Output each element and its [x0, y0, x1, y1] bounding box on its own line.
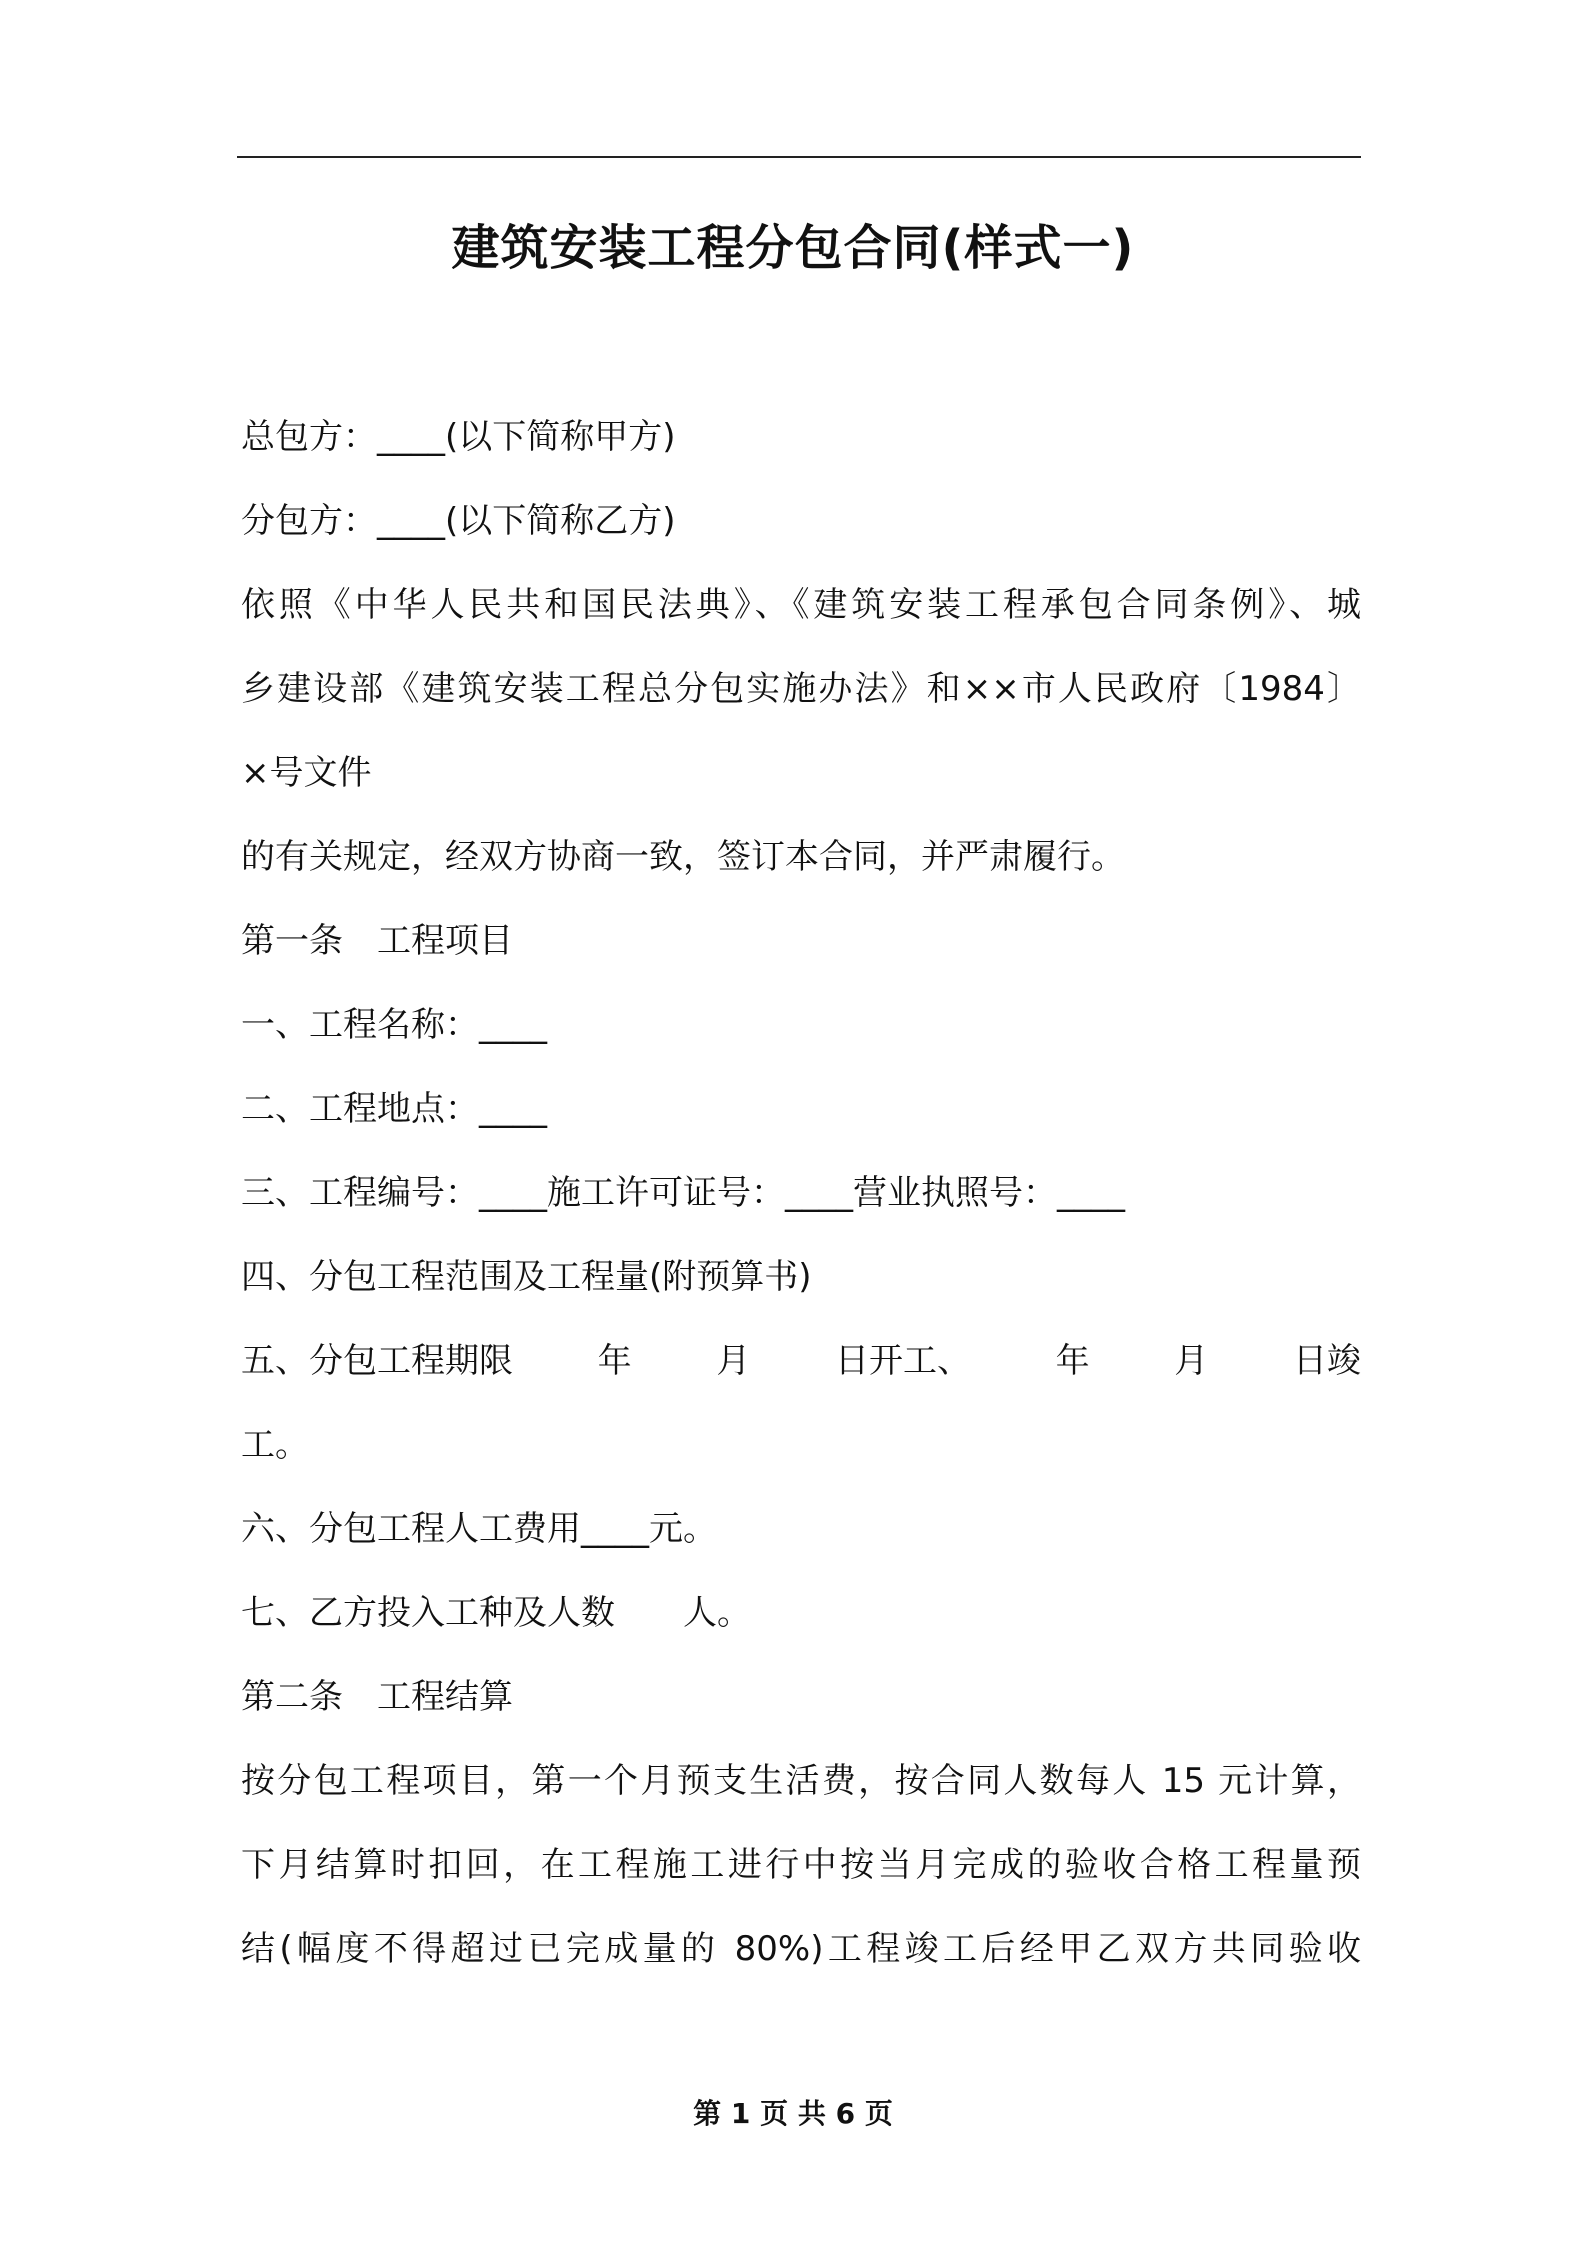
period-start-year: 年: [597, 1341, 632, 1381]
header-rule: [237, 156, 1361, 158]
settlement-line-1: 按分包工程项目，第一个月预支生活费，按合同人数每人 15 元计算，: [241, 1761, 1361, 1801]
basis-line-1: 依照《中华人民共和国民法典》、《建筑安装工程承包合同条例》、城: [241, 585, 1361, 625]
document-title: 建筑安装工程分包合同(样式一): [451, 220, 1135, 276]
period-end-month: 月: [1174, 1341, 1209, 1381]
period-start-day: 日开工、: [834, 1341, 971, 1381]
project-name-line: 一、工程名称：____: [241, 1005, 547, 1045]
basis-line-3: ×号文件: [241, 753, 372, 793]
period-end-day: 日竣: [1292, 1341, 1361, 1381]
period-line-cont: 工。: [241, 1425, 309, 1465]
page-number: 第 1 页 共 6 页: [693, 2097, 893, 2130]
period-label: 五、分包工程期限: [241, 1341, 513, 1381]
project-number-line: 三、工程编号：____施工许可证号：____营业执照号：____: [241, 1173, 1125, 1213]
basis-line-4: 的有关规定，经双方协商一致，签订本合同，并严肃履行。: [241, 837, 1125, 877]
party-b-line: 分包方：____(以下简称乙方): [241, 501, 676, 541]
article-1-heading: 第一条 工程项目: [241, 921, 513, 961]
settlement-line-2: 下月结算时扣回，在工程施工进行中按当月完成的验收合格工程量预: [241, 1845, 1361, 1885]
settlement-line-3: 结(幅度不得超过已完成量的 80%)工程竣工后经甲乙双方共同验收: [241, 1929, 1361, 1969]
period-line: [241, 1336, 1361, 1386]
workers-line: 七、乙方投入工种及人数 人。: [241, 1593, 751, 1633]
project-location-line: 二、工程地点：____: [241, 1089, 547, 1129]
period-start-month: 月: [716, 1341, 751, 1381]
labor-cost-line: 六、分包工程人工费用____元。: [241, 1509, 717, 1549]
scope-line: 四、分包工程范围及工程量(附预算书): [241, 1257, 812, 1297]
basis-line-2: 乡建设部《建筑安装工程总分包实施办法》和××市人民政府〔1984〕: [241, 669, 1361, 709]
article-2-heading: 第二条 工程结算: [241, 1677, 513, 1717]
period-end-year: 年: [1055, 1341, 1090, 1381]
party-a-line: 总包方：____(以下简称甲方): [241, 417, 676, 457]
